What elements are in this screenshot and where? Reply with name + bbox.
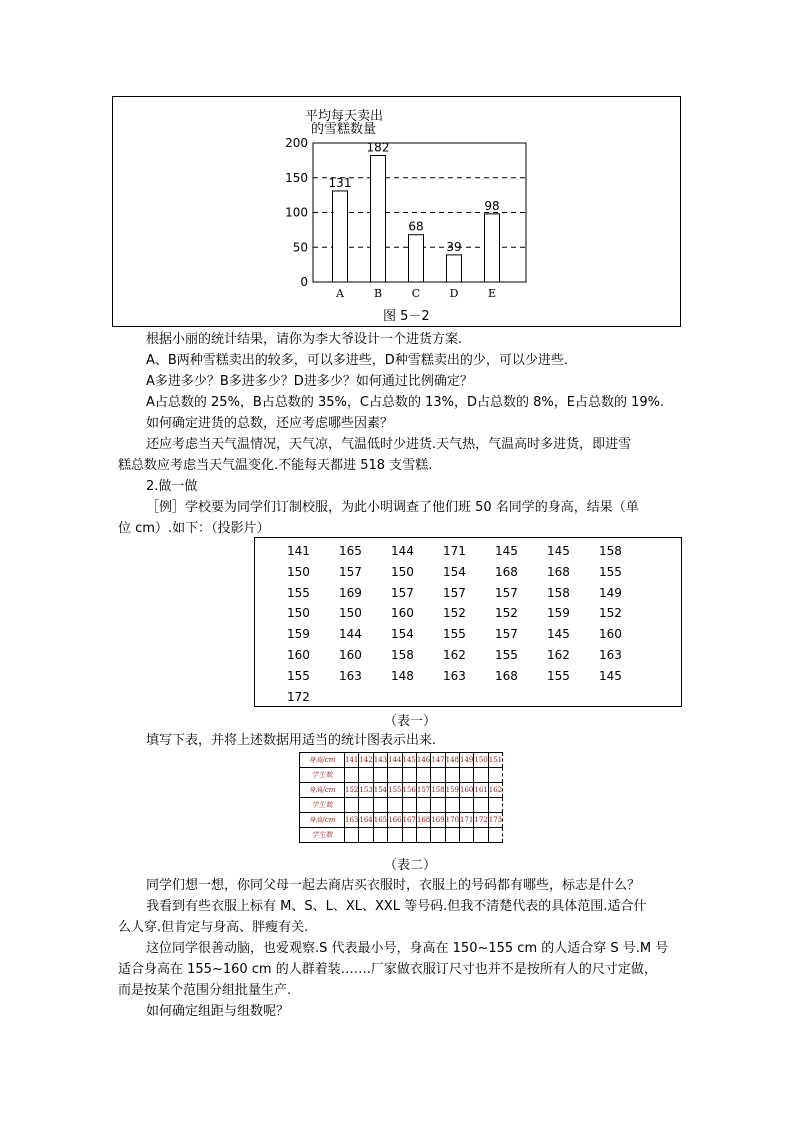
bar-value-label: 68 — [408, 219, 424, 234]
height-value: 150 — [339, 606, 362, 621]
count-blank-cell[interactable] — [460, 828, 474, 843]
bar-value-label: 39 — [446, 239, 462, 254]
chart-title-line: 平均每天卖出 — [305, 109, 384, 124]
height-value: 155 — [443, 627, 466, 642]
chart-frame — [112, 96, 681, 327]
height-value-cell: 145 — [402, 753, 416, 768]
count-blank-cell[interactable] — [416, 828, 430, 843]
paragraph-percentages: A占总数的 25%，B占总数的 35%，C占总数的 13%，D占总数的 8%，E占总数的 19%. — [146, 395, 665, 410]
x-category-label: E — [487, 287, 497, 300]
height-value: 155 — [547, 668, 570, 683]
height-value-cell: 162 — [488, 783, 502, 798]
height-value-cell: 148 — [445, 753, 459, 768]
count-blank-cell[interactable] — [488, 828, 502, 843]
fill-instruction: 填写下表，并将上述数据用适当的统计图表示出来. — [146, 733, 437, 748]
count-blank-cell[interactable] — [359, 798, 373, 813]
height-value-cell: 152 — [345, 783, 359, 798]
height-value: 145 — [547, 544, 570, 558]
height-value-cell: 147 — [431, 753, 445, 768]
height-value-cell: 149 — [460, 753, 474, 768]
height-value: 162 — [547, 648, 570, 662]
count-blank-cell[interactable] — [359, 768, 373, 783]
y-tick-label: 200 — [285, 136, 308, 150]
count-blank-cell[interactable] — [345, 798, 359, 813]
height-value-cell: 165 — [373, 813, 387, 828]
size-table — [299, 752, 503, 843]
height-value: 155 — [287, 585, 310, 600]
height-value: 155 — [287, 668, 310, 683]
bar-C — [409, 235, 424, 282]
height-value: 159 — [287, 627, 310, 642]
height-value: 149 — [599, 585, 622, 600]
height-value-cell: 163 — [345, 813, 359, 828]
count-header-cell: 学生数 — [300, 828, 345, 843]
height-value: 160 — [287, 648, 310, 662]
count-blank-cell[interactable] — [402, 828, 416, 843]
count-blank-cell[interactable] — [373, 798, 387, 813]
height-value-cell: 141 — [345, 753, 359, 768]
size-table-count-row — [300, 828, 503, 843]
closing-question-1: 同学们想一想，你同父母一起去商店买衣服时，衣服上的号码都有哪些，标志是什么？ — [146, 878, 641, 893]
height-value-cell: 151 — [488, 753, 502, 768]
closing-question-2: 如何确定组距与组数呢？ — [146, 1004, 290, 1019]
y-tick-label: 100 — [285, 205, 308, 220]
height-value: 155 — [495, 648, 518, 662]
count-blank-cell[interactable] — [416, 798, 430, 813]
height-header-cell: 身高/cm — [300, 813, 345, 828]
closing-answer-1a: 我看到有些衣服上标有 M、S、L、XL、XXL 等号码.但我不清楚代表的具体范围.适合什 — [146, 899, 647, 914]
height-value: 168 — [495, 668, 518, 683]
count-blank-cell[interactable] — [445, 828, 459, 843]
height-value: 157 — [391, 585, 414, 600]
height-value: 145 — [547, 627, 570, 642]
height-value: 163 — [339, 668, 362, 683]
x-category-label: A — [336, 287, 344, 300]
height-value-cell: 153 — [359, 783, 373, 798]
bar-chart — [113, 97, 680, 326]
height-value-cell: 157 — [416, 783, 430, 798]
count-blank-cell[interactable] — [460, 798, 474, 813]
height-value: 168 — [547, 564, 570, 579]
bar-value-label: 98 — [484, 198, 500, 213]
count-blank-cell[interactable] — [373, 768, 387, 783]
height-value-cell: 171 — [460, 813, 474, 828]
count-blank-cell[interactable] — [388, 798, 402, 813]
height-value: 154 — [443, 564, 466, 579]
count-blank-cell[interactable] — [402, 768, 416, 783]
height-value: 159 — [547, 606, 570, 621]
count-blank-cell[interactable] — [474, 828, 488, 843]
height-value-cell: 158 — [431, 783, 445, 798]
count-blank-cell[interactable] — [431, 798, 445, 813]
height-value: 157 — [339, 564, 362, 579]
bar-E — [485, 214, 500, 282]
count-blank-cell[interactable] — [388, 828, 402, 843]
paragraph-weather-1: 还应考虑当天气温情况，天气凉，气温低时少进货.天气热，气温高时多进货，即进雪 — [146, 437, 632, 452]
height-value: 160 — [599, 627, 622, 642]
height-value: 145 — [599, 668, 622, 683]
height-value-cell: 144 — [388, 753, 402, 768]
count-blank-cell[interactable] — [345, 768, 359, 783]
count-blank-cell[interactable] — [388, 768, 402, 783]
height-value-cell: 154 — [373, 783, 387, 798]
height-value-cell: 170 — [445, 813, 459, 828]
height-value: 165 — [339, 544, 362, 558]
height-header-cell: 身高/cm — [300, 753, 345, 768]
table2-caption: （表二） — [384, 858, 437, 873]
height-value-cell: 155 — [388, 783, 402, 798]
height-value-cell: 164 — [359, 813, 373, 828]
chart-title-line: 的雪糕数量 — [311, 122, 377, 137]
size-table-count-row — [300, 798, 503, 813]
closing-answer-2a: 这位同学很善动脑，也爱观察.S 代表最小号，身高在 150~155 cm 的人适合穿 S 号.M 号 — [146, 941, 669, 956]
chart-caption: 图 5－2 — [383, 309, 430, 324]
height-value-cell: 161 — [474, 783, 488, 798]
count-blank-cell[interactable] — [359, 828, 373, 843]
height-value-cell: 168 — [416, 813, 430, 828]
height-value-cell: 156 — [402, 783, 416, 798]
closing-answer-2b: 适合身高在 155~160 cm 的人群着装…….厂家做衣服订尺寸也并不是按所有人的尺寸定做， — [118, 962, 657, 977]
height-value: 154 — [391, 627, 414, 642]
count-blank-cell[interactable] — [402, 798, 416, 813]
height-value: 144 — [391, 544, 414, 558]
bar-value-label: 131 — [328, 175, 352, 190]
paragraph-factors-question: 如何确定进货的总数，还应考虑哪些因素？ — [146, 416, 394, 431]
height-value-cell: 167 — [402, 813, 416, 828]
height-value-cell: 172 — [474, 813, 488, 828]
height-value: 152 — [495, 606, 518, 621]
height-value-cell: 173 — [488, 813, 502, 828]
y-tick-label: 50 — [292, 240, 308, 255]
height-value: 152 — [599, 606, 622, 621]
height-value: 172 — [287, 689, 310, 704]
height-value: 157 — [495, 585, 518, 600]
count-blank-cell[interactable] — [445, 768, 459, 783]
height-value-cell: 150 — [474, 753, 488, 768]
height-value: 157 — [495, 627, 518, 642]
count-blank-cell[interactable] — [373, 828, 387, 843]
height-value: 162 — [443, 648, 466, 662]
height-value: 158 — [599, 544, 622, 558]
height-value: 169 — [339, 585, 362, 600]
size-table-count-row — [300, 768, 503, 783]
x-category-label: B — [373, 287, 383, 300]
height-value: 163 — [443, 668, 466, 683]
height-value-cell: 146 — [416, 753, 430, 768]
example-text-1: ［例］学校要为同学们订制校服，为此小明调查了他们班 50 名同学的身高，结果（单 — [146, 500, 639, 515]
count-blank-cell[interactable] — [431, 828, 445, 843]
paragraph-ratio-question: A多进多少？B多进多少？D进多少？如何通过比例确定？ — [146, 374, 473, 389]
y-tick-label: 0 — [300, 275, 308, 289]
y-tick-label: 150 — [285, 170, 308, 185]
count-header-cell: 学生数 — [300, 798, 345, 813]
bar-B — [371, 156, 386, 282]
size-table-height-row — [300, 783, 503, 798]
example-text-2: 位 cm）.如下：（投影片） — [118, 521, 270, 536]
paragraph-weather-2: 糕总数应考虑当天气温变化.不能每天都进 518 支雪糕. — [118, 458, 433, 473]
count-blank-cell[interactable] — [416, 768, 430, 783]
count-header-cell: 学生数 — [300, 768, 345, 783]
height-value: 160 — [391, 606, 414, 621]
section-heading: 2.做一做 — [146, 479, 198, 494]
closing-answer-2c: 而是按某个范围分组批量生产. — [118, 983, 292, 998]
count-blank-cell[interactable] — [488, 768, 502, 783]
bar-D — [447, 255, 462, 282]
count-blank-cell[interactable] — [345, 828, 359, 843]
paragraph-more-less: A、B两种雪糕卖出的较多，可以多进些，D种雪糕卖出的少，可以少进些. — [146, 353, 568, 368]
height-value: 158 — [391, 648, 414, 662]
bar-A — [333, 191, 348, 282]
size-table-height-row — [300, 753, 503, 768]
height-header-cell: 身高/cm — [300, 783, 345, 798]
height-value: 152 — [443, 606, 466, 621]
height-value: 168 — [495, 564, 518, 579]
height-value: 155 — [599, 564, 622, 579]
height-value: 157 — [443, 585, 466, 600]
height-value-cell: 160 — [460, 783, 474, 798]
height-value: 160 — [339, 648, 362, 662]
size-table-height-row — [300, 813, 503, 828]
closing-answer-1b: 么人穿.但肯定与身高、胖瘦有关. — [118, 920, 309, 935]
height-data-box — [254, 537, 682, 707]
count-blank-cell[interactable] — [431, 768, 445, 783]
height-value: 150 — [287, 564, 310, 579]
height-value-cell: 159 — [445, 783, 459, 798]
height-value: 163 — [599, 648, 622, 662]
height-value-cell: 169 — [431, 813, 445, 828]
height-value: 158 — [547, 585, 570, 600]
height-value: 144 — [339, 627, 362, 642]
count-blank-cell[interactable] — [474, 768, 488, 783]
table1-caption: （表一） — [384, 714, 437, 729]
height-value: 150 — [287, 606, 310, 621]
count-blank-cell[interactable] — [474, 798, 488, 813]
height-value: 171 — [443, 544, 466, 558]
count-blank-cell[interactable] — [460, 768, 474, 783]
height-value-cell: 142 — [359, 753, 373, 768]
height-value-cell: 166 — [388, 813, 402, 828]
height-value: 150 — [391, 564, 414, 579]
height-value: 145 — [495, 544, 518, 558]
height-value-cell: 143 — [373, 753, 387, 768]
bar-value-label: 182 — [366, 140, 390, 155]
paragraph-plan: 根据小丽的统计结果，请你为李大爷设计一个进货方案. — [146, 332, 463, 347]
x-category-label: C — [411, 287, 421, 300]
height-value: 141 — [287, 544, 310, 558]
height-value: 148 — [391, 668, 414, 683]
x-category-label: D — [449, 287, 459, 300]
count-blank-cell[interactable] — [488, 798, 502, 813]
count-blank-cell[interactable] — [445, 798, 459, 813]
